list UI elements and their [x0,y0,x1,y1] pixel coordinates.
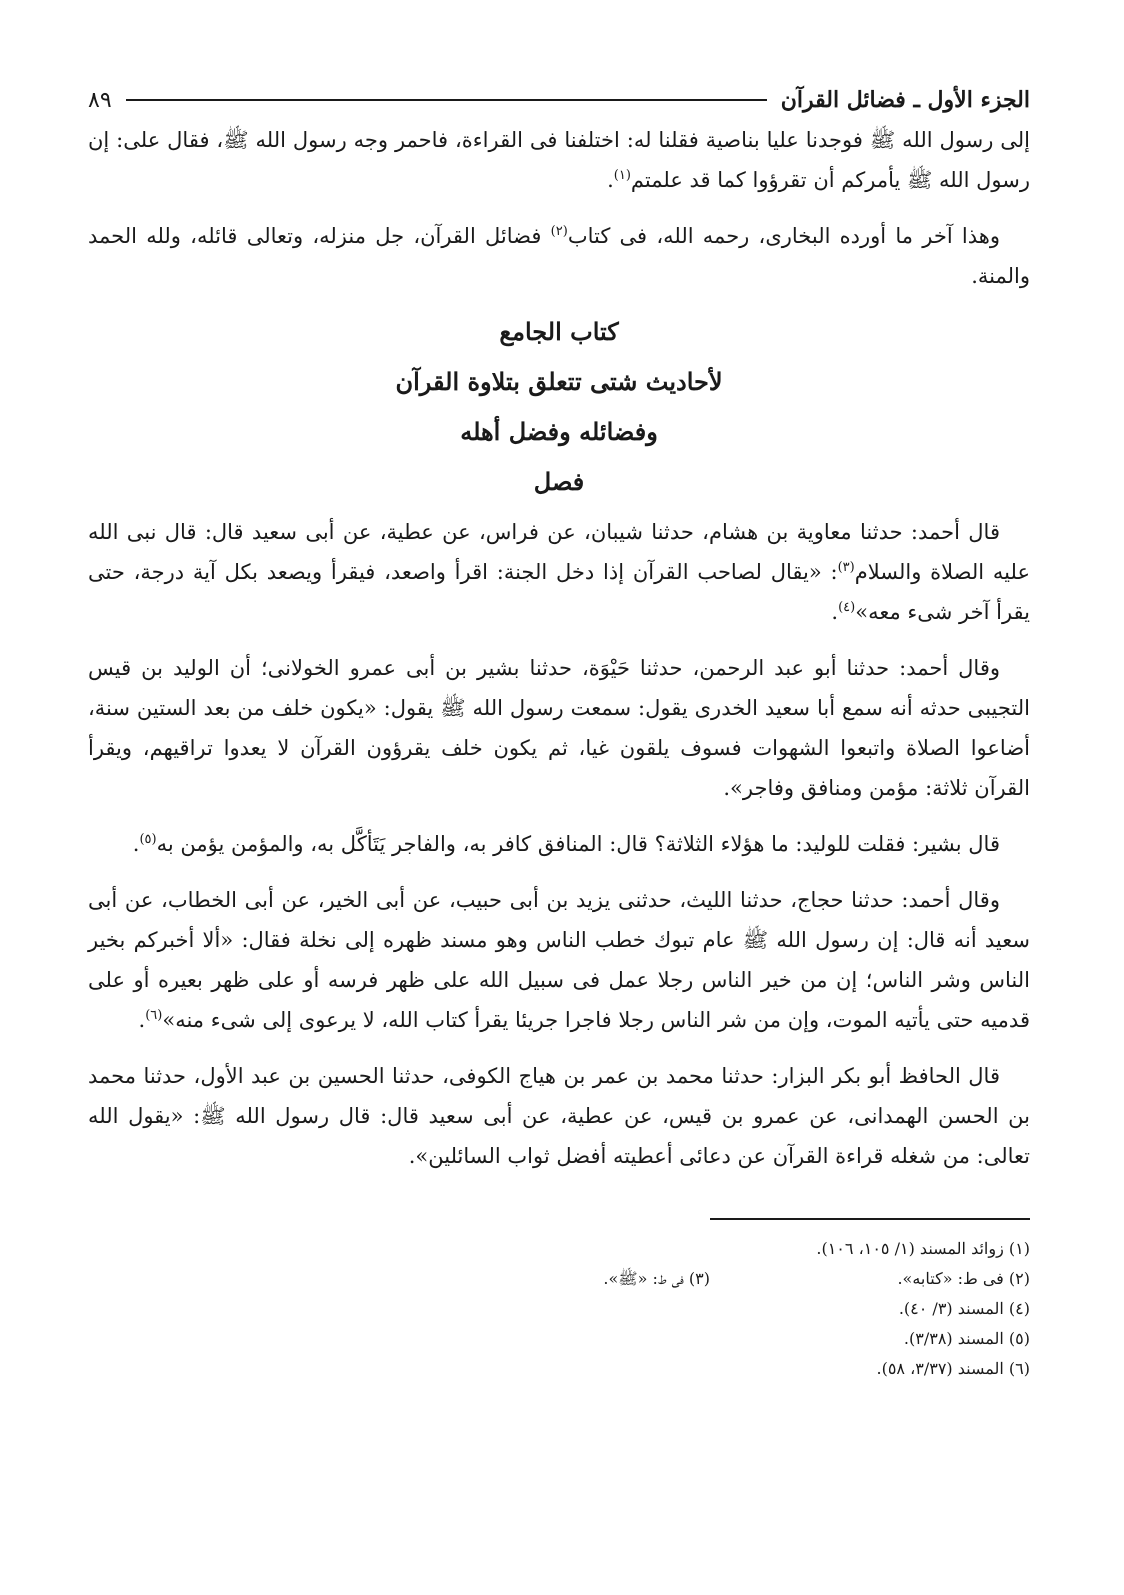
section-heading [88,312,1030,502]
heading-section: فصل [533,467,585,496]
footnote-6: (٦) المسند (٣/٣٧، ٥٨). [876,1359,1030,1378]
paragraph-text-rest: : «يقال لصاحب القرآن إذا دخل الجنة: اقرأ واصعد، فيقرأ ويصعد بكل آية درجة، حتى يقرأ آخر شىء معه» [88,560,1030,624]
footnote-1: (١) زوائد المسند (١/ ١٠٥، ١٠٦). [816,1239,1030,1258]
book-page [88,80,1030,1384]
paragraph-3 [88,512,1030,632]
footnote-5: (٥) المسند (٣/٣٨). [903,1329,1030,1348]
footnote-ref-5: (٥) [139,832,157,847]
page-number: ٨٩ [88,87,112,113]
paragraph-text-rest: فضائل القرآن، جل منزله، وتعالى قائله، ولله الحمد والمنة. [88,224,1030,288]
footnote-ref-2: (٢) [550,224,568,239]
paragraph-text: قال أحمد: حدثنا معاوية بن هشام، حدثنا شيبان، عن فراس، عن عطية، عن أبى سعيد قال: قال نبى الله عليه الصلاة والسلام [88,520,1030,584]
paragraph-end: . [132,832,140,856]
footnote-4: (٤) المسند (٣/ ٤٠). [898,1299,1030,1318]
header-rule [126,99,767,101]
heading-book: كتاب الجامع [499,317,619,346]
footnote-ref-1: (١) [613,168,631,183]
footnotes [88,1234,1030,1384]
footnote-ref-3: (٣) [837,560,855,575]
paragraph-end: . [831,600,839,624]
paragraph-text: وهذا آخر ما أورده البخارى، رحمه الله، فى كتاب [567,224,1000,248]
paragraph-text: قال الحافظ أبو بكر البزار: حدثنا محمد بن عمر بن هياج الكوفى، حدثنا الحسين بن عبد الأول، حدثنا محمد بن الحسن الهمدانى، عن عمرو بن قيس، عن عطية، عن أبى سعيد قال: قال رسول الله ﷺ: «يقول الله تعالى: من شغله قراءة القرآن عن دعائى أعطيته أفضل ثواب السائلين». [88,1064,1030,1168]
footnote-separator [710,1218,1030,1220]
paragraph-end: . [138,1008,146,1032]
footnote-ref-4: (٤) [838,600,856,615]
paragraph-end: . [607,168,614,192]
paragraph-7 [88,1056,1030,1176]
heading-subtitle-1: لأحاديث شتى تتعلق بتلاوة القرآن [395,367,723,396]
paragraph-text: إلى رسول الله ﷺ فوجدنا عليا بناصية فقلنا له: اختلفنا فى القراءة، فاحمر وجه رسول الله ﷺ، فقال على: إن رسول الله ﷺ يأمركم أن تقرؤوا كما قد علمتم [88,128,1030,192]
chapter-title: الجزء الأول ـ فضائل القرآن [780,87,1030,113]
footnote-3: (٣) فى ط: «ﷺ». [603,1269,710,1288]
paragraph-text: وقال أحمد: حدثنا حجاج، حدثنا الليث، حدثنى يزيد بن أبى حبيب، عن أبى الخير، عن أبى الخطاب، عن أبى سعيد أنه قال: إن رسول الله ﷺ عام تبوك خطب الناس وهو مسند ظهره إلى نخلة فقال: «ألا أخبركم بخير الناس وشر الناس؛ إن من خير الناس رجلا عمل فى سبيل الله على ظهر فرسه أو على ظهر بعيره أو على قدميه حتى يأتيه الموت، وإن من شر الناس رجلا فاجرا جريئا يقرأ كتاب الله، لا يرعوى إلى شىء منه» [88,888,1030,1032]
paragraph-4 [88,648,1030,808]
heading-subtitle-2: وفضائله وفضل أهله [460,417,658,446]
paragraph-text: قال بشير: فقلت للوليد: ما هؤلاء الثلاثة؟ قال: المنافق كافر به، والفاجر يَتَأكَّل به، والمؤمن يؤمن به [156,832,1000,856]
footnote-2: (٢) فى ط: «كتابه». [897,1269,1030,1288]
running-header [88,80,1030,120]
paragraph-text: وقال أحمد: حدثنا أبو عبد الرحمن، حدثنا حَيْوَة، حدثنا بشير بن أبى عمرو الخولانى؛ أن الوليد بن قيس التجيبى حدثه أنه سمع أبا سعيد الخدرى يقول: سمعت رسول الله ﷺ يقول: «يكون خلف من بعد الستين سنة، أضاعوا الصلاة واتبعوا الشهوات فسوف يلقون غيا، ثم يكون خلف يقرؤون القرآن لا يعدوا تراقيهم، ويقرأ القرآن ثلاثة: مؤمن ومنافق وفاجر». [88,656,1030,800]
footnote-row [88,1264,1030,1294]
paragraph-6 [88,880,1030,1040]
paragraph-1 [88,120,1030,200]
footnote-ref-6: (٦) [145,1008,163,1023]
paragraph-5 [88,824,1030,864]
paragraph-2 [88,216,1030,296]
